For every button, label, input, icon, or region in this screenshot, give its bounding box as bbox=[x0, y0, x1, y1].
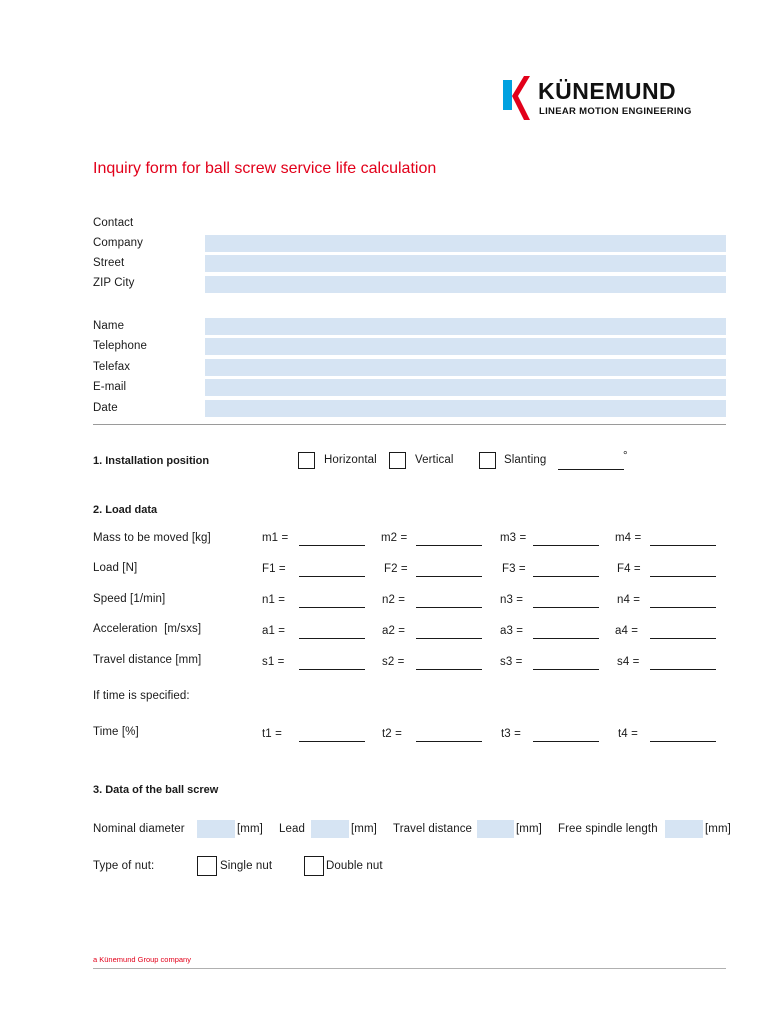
horizontal-label: Horizontal bbox=[324, 454, 377, 466]
horizontal-checkbox[interactable] bbox=[298, 452, 315, 469]
a4-blank[interactable] bbox=[650, 638, 716, 639]
degree-symbol: ° bbox=[623, 450, 628, 462]
vertical-checkbox[interactable] bbox=[389, 452, 406, 469]
nut-type-label: Type of nut: bbox=[93, 860, 155, 872]
a4-label: a4 = bbox=[615, 625, 639, 637]
screw-heading: 3. Data of the ball screw bbox=[93, 784, 219, 796]
f4-label: F4 = bbox=[617, 563, 641, 575]
double-nut-checkbox[interactable] bbox=[304, 856, 324, 876]
single-nut-label: Single nut bbox=[220, 860, 273, 872]
load-heading: 2. Load data bbox=[93, 504, 158, 516]
s3-blank[interactable] bbox=[533, 669, 599, 670]
page-title: Inquiry form for ball screw service life calculation bbox=[93, 160, 437, 177]
s3-label: s3 = bbox=[500, 656, 523, 668]
lead-label: Lead bbox=[279, 823, 305, 835]
email-label: E-mail bbox=[93, 381, 127, 393]
telefax-field[interactable] bbox=[205, 359, 726, 376]
m2-label: m2 = bbox=[381, 532, 408, 544]
contact-heading: Contact bbox=[93, 217, 134, 229]
travel-unit: [mm] bbox=[516, 823, 542, 835]
single-nut-checkbox[interactable] bbox=[197, 856, 217, 876]
m1-blank[interactable] bbox=[299, 545, 365, 546]
zip-city-field[interactable] bbox=[205, 276, 726, 293]
s2-blank[interactable] bbox=[416, 669, 482, 670]
m3-blank[interactable] bbox=[533, 545, 599, 546]
email-field[interactable] bbox=[205, 379, 726, 396]
f3-blank[interactable] bbox=[533, 576, 599, 577]
time-label: Time [%] bbox=[93, 726, 139, 738]
t4-label: t4 = bbox=[618, 728, 638, 740]
load-n-label: Load [N] bbox=[93, 562, 138, 574]
m4-label: m4 = bbox=[615, 532, 642, 544]
s4-label: s4 = bbox=[617, 656, 640, 668]
nominal-unit: [mm] bbox=[237, 823, 263, 835]
slanting-checkbox[interactable] bbox=[479, 452, 496, 469]
brand-logo bbox=[500, 74, 730, 126]
name-field[interactable] bbox=[205, 318, 726, 335]
name-label: Name bbox=[93, 320, 125, 332]
screw-travel-label: Travel distance bbox=[393, 823, 473, 835]
a3-blank[interactable] bbox=[533, 638, 599, 639]
t2-label: t2 = bbox=[382, 728, 402, 740]
slanting-label: Slanting bbox=[504, 454, 547, 466]
s1-label: s1 = bbox=[262, 656, 285, 668]
nominal-diameter-field[interactable] bbox=[197, 820, 235, 838]
lead-unit: [mm] bbox=[351, 823, 377, 835]
m1-label: m1 = bbox=[262, 532, 289, 544]
a2-label: a2 = bbox=[382, 625, 406, 637]
spindle-unit: [mm] bbox=[705, 823, 731, 835]
telephone-label: Telephone bbox=[93, 340, 147, 352]
n3-blank[interactable] bbox=[533, 607, 599, 608]
n4-blank[interactable] bbox=[650, 607, 716, 608]
date-label: Date bbox=[93, 402, 118, 414]
a3-label: a3 = bbox=[500, 625, 524, 637]
t3-blank[interactable] bbox=[533, 741, 599, 742]
double-nut-label: Double nut bbox=[326, 860, 383, 872]
t1-label: t1 = bbox=[262, 728, 282, 740]
a2-blank[interactable] bbox=[416, 638, 482, 639]
f2-label: F2 = bbox=[384, 563, 408, 575]
s1-blank[interactable] bbox=[299, 669, 365, 670]
s2-label: s2 = bbox=[382, 656, 405, 668]
s4-blank[interactable] bbox=[650, 669, 716, 670]
f1-label: F1 = bbox=[262, 563, 286, 575]
f3-label: F3 = bbox=[502, 563, 526, 575]
t2-blank[interactable] bbox=[416, 741, 482, 742]
n2-label: n2 = bbox=[382, 594, 406, 606]
footer-text: a Künemund Group company bbox=[93, 955, 191, 964]
n4-label: n4 = bbox=[617, 594, 641, 606]
a1-blank[interactable] bbox=[299, 638, 365, 639]
f4-blank[interactable] bbox=[650, 576, 716, 577]
m4-blank[interactable] bbox=[650, 545, 716, 546]
lead-field[interactable] bbox=[311, 820, 349, 838]
t3-label: t3 = bbox=[501, 728, 521, 740]
time-note: If time is specified: bbox=[93, 690, 190, 702]
footer-rule bbox=[93, 968, 726, 969]
t4-blank[interactable] bbox=[650, 741, 716, 742]
f2-blank[interactable] bbox=[416, 576, 482, 577]
n1-label: n1 = bbox=[262, 594, 286, 606]
street-label: Street bbox=[93, 257, 125, 269]
speed-label: Speed [1/min] bbox=[93, 593, 166, 605]
acceleration-label: Acceleration [m/sxs] bbox=[93, 623, 202, 635]
mass-label: Mass to be moved [kg] bbox=[93, 532, 211, 544]
n3-label: n3 = bbox=[500, 594, 524, 606]
spindle-length-field[interactable] bbox=[665, 820, 703, 838]
screw-travel-field[interactable] bbox=[477, 820, 514, 838]
company-label: Company bbox=[93, 237, 143, 249]
logo-mark-icon bbox=[500, 74, 534, 124]
brand-tagline: LINEAR MOTION ENGINEERING bbox=[539, 106, 692, 117]
street-field[interactable] bbox=[205, 255, 726, 272]
slanting-angle-blank[interactable] bbox=[558, 469, 624, 470]
t1-blank[interactable] bbox=[299, 741, 365, 742]
brand-name: KÜNEMUND bbox=[538, 78, 677, 104]
company-field[interactable] bbox=[205, 235, 726, 252]
spindle-length-label: Free spindle length bbox=[558, 823, 658, 835]
a1-label: a1 = bbox=[262, 625, 286, 637]
vertical-label: Vertical bbox=[415, 454, 454, 466]
n2-blank[interactable] bbox=[416, 607, 482, 608]
section-divider bbox=[93, 424, 726, 425]
telefax-label: Telefax bbox=[93, 361, 131, 373]
m3-label: m3 = bbox=[500, 532, 527, 544]
m2-blank[interactable] bbox=[416, 545, 482, 546]
travel-distance-label: Travel distance [mm] bbox=[93, 654, 202, 666]
f1-blank[interactable] bbox=[299, 576, 365, 577]
installation-heading: 1. Installation position bbox=[93, 455, 210, 467]
date-field[interactable] bbox=[205, 400, 726, 417]
nominal-diameter-label: Nominal diameter bbox=[93, 823, 185, 835]
telephone-field[interactable] bbox=[205, 338, 726, 355]
zip-city-label: ZIP City bbox=[93, 277, 135, 289]
n1-blank[interactable] bbox=[299, 607, 365, 608]
